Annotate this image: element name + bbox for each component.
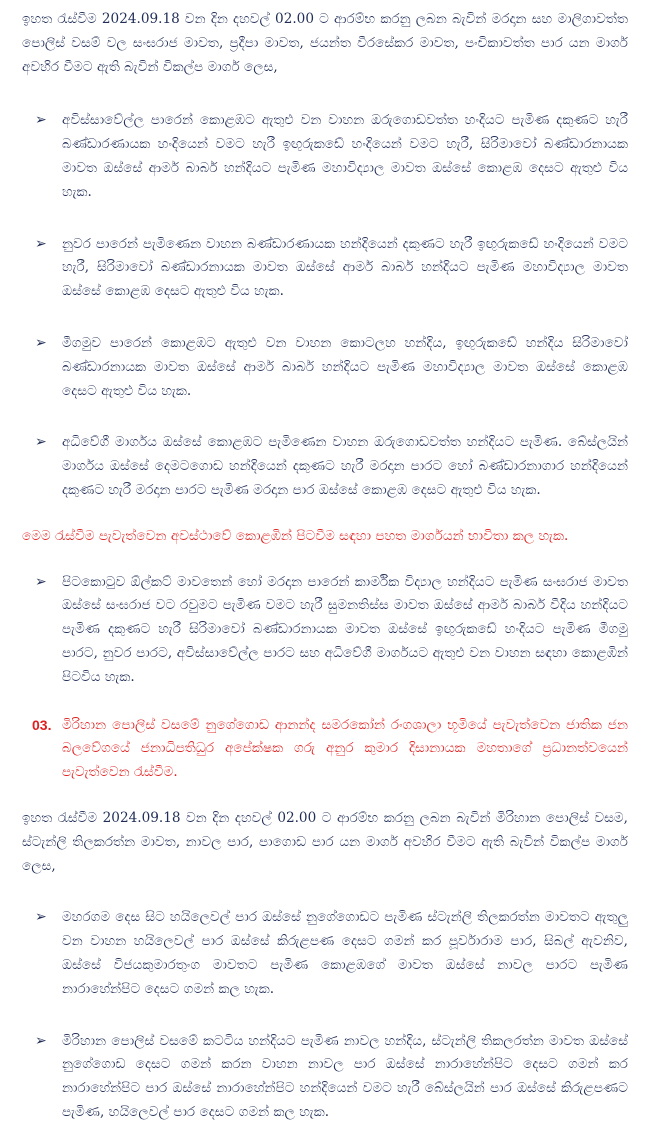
arrow-bullet-icon: ➢: [35, 573, 47, 590]
section-heading-03: [22, 714, 628, 785]
arrow-bullet-icon: ➢: [35, 235, 47, 252]
section-number: 03.: [32, 716, 52, 733]
list-item-text: මිරිහාන පොලිස් වසමේ කටටිය හන්දියට පැමිණ නාවල හන්දිය, ස්ටැන්ලි තිකලරත්න මාවත ඔස්සේ නුගේගොඩ දෙසට ගමන් කරන වාහන නාවල පාර ඔස්සේ නාරාහේන්පිට දෙසට ගමන් කර නාරාහේන්පිට පාර ඔස්සේ නාරාහේන්පිට හන්දියෙන් වමට හැරී බේස්ලයින් පාර ඔස්සේ කිරුළපණට පැමිණ, හයිලෙවල් පාර දෙසට ගමන් කල හැක.: [62, 1032, 628, 1120]
arrow-bullet-icon: ➢: [35, 434, 47, 451]
exit-routes-note: මෙම රැස්වීම පැවැත්වෙන අවස්ථාවේ කොළඹින් පිටවීම සඳහා පහත මාර්ගයන් භාවිතා කල හැක.: [22, 527, 569, 544]
list-item: [22, 332, 628, 403]
list-item: [22, 571, 628, 690]
arrow-bullet-icon: ➢: [35, 1032, 47, 1049]
list-item-text: අධිවේගී මාර්ගය ඔස්සේ කොළඹට පැමිණෙන වාහන ඔරුගොඩවත්ත හන්දියට පැමිණ. බේස්ලයින් මාර්ගය ඔස්සේ දෙමටගොඩ හන්දියෙන් දකුණට හැරී මරදාන පාරට හෝ බණ්ඩාරනාගාර හන්දියෙන් දකුණට හැරී මරදාන පාරට පැමිණ මරදාන පාර ඔස්සේ කොළඹ දෙසට ඇතුළු විය හැක.: [62, 434, 628, 498]
arrow-bullet-icon: ➢: [35, 334, 47, 351]
section-title: මිරිහාන පොලිස් වසමේ නුගේගොඩ ආනන්ද සමරකෝන් රංගශාලා භූමියේ පැවැත්වෙන ජාතික ජන බලවේගයේ ජනාධිපතිධුර අපේක්ෂක ගරු අනුර කුමාර දිසානායක මහතාගේ ප්‍රධානත්වයෙන් පැවැත්වෙන රැස්වීම.: [62, 716, 628, 781]
list-item: [22, 906, 628, 1001]
intro-paragraph-1: ඉහත රැස්වීම 2024.09.18 වන දින දහවල් 02.00 ට ආරම්භ කරනු ලබන බැවින් මරදාන සහ මාලිගාවත්ත පොලිස් වසම් වල සංඝරාජ මාවත, ප්‍රදීපා මාවත, ජයන්ත වීරසේකර මාවත, පංචිකාවත්ත පාර යන මාර්ග අවහිර වීමට ඇති බැවින් විකල්ප මාර්ග ලෙස,: [22, 11, 628, 75]
list-item-text: පිටකොටුව ඕල්කට් මාවතෙන් හෝ මරදාන පාරෙන් කාර්මික විද්‍යාල හන්දියට පැමිණ සංඝරාජ මාවත ඔස්සේ සංඝරාජ වට රවුමට පැමිණ වමට හැරී සුමනතිස්ස මාවත ඔස්සේ ආමර් බාබර් වීදිය හන්දියට පැමිණ දකුණට හැරී සිරිමාවෝ බණ්ඩාරනායක මාවත ඔස්සේ ඉඟුරුකඩේ හංදියට පැමිණ මීගමු පාරට, නුවර පාරට, අවිස්සාවේල්ල පාරට සහ අධිවේගී මාර්ගයට ඇතුළු වන වාහන සඳහා කොළඹින් පිටවිය හැක.: [62, 573, 628, 685]
list-item: [22, 1030, 628, 1125]
list-item-text: නුවර පාරෙන් පැමිණෙන වාහන බණ්ඩාරණායක හන්දියෙන් දකුණට හැරී ඉඟුරුකඩේ හංදියෙන් වමට හැරී, සිරිමාවෝ බණ්ඩාරනායක මාවත ඔස්සේ ආමර් බාබර් හන්දියට පැමිණ මහාවිද්‍යාල මාවත ඔස්සේ කොළඹ දෙසට ඇතුළු විය හැක.: [62, 235, 628, 300]
arrow-bullet-icon: ➢: [35, 112, 47, 129]
list-item-text: මීගමුව පාරෙන් කොළඹට ඇතුළු වන වාහන කොටලහ හන්දිය, ඉඟුරුකඩේ හන්දිය සිරිමාවෝ බණ්ඩාරනායක මාවත ඔස්සේ ආමර් බාබර් හන්දියට පැමිණ මහාවිද්‍යාල මාවත ඔස්සේ කොළඹ දෙසට ඇතුළු විය හැක.: [62, 334, 628, 399]
list-item-text: අවිස්සාවේල්ල පාරෙන් කොළඹට ඇතුළු වන වාහන ඔරුගොඩවත්ත හංදියට පැමිණ දකුණට හැරී බණ්ඩාරණායක හංදියෙන් වමට හැරී ඉඟුරුකඩේ හංදියෙන් වමට හැරී, සිරිමාවෝ බණ්ඩාරනායක මාවත ඔස්සේ ආමර් බාබර් හන්දියට පැමිණ මහාවිද්‍යාල මාවත ඔස්සේ කොළඹ දෙසට ඇතුළු විය හැක.: [62, 112, 628, 200]
intro-paragraph-2: ඉහත රැස්වීම 2024.09.18 වන දින දහවල් 02.00 ට ආරම්භ කරනු ලබන බැවින් මිරිහාන පොලිස් වසම, ස්ටැන්ලි තිලකරත්න මාවත, නාවල පාර, පාගොඩ පාර යන මාර්ග අවහිර වීමට ඇති බැවින් විකල්ප මාර්ග ලෙස,: [22, 809, 628, 874]
arrow-bullet-icon: ➢: [35, 909, 47, 926]
list-item: [22, 431, 628, 502]
list-item: [22, 233, 628, 304]
list-item-text: මහරගම දෙස සිට හයිලෙවල් පාර ඔස්සේ නුගේගොඩට පැමිණ ස්ටැන්ලි තිලකරත්න මාවතට ඇතුලු වන වාහන හයිලෙවල් පාර ඔස්සේ කිරුළපණ දෙසට ගමන් කර පූර්වාරාම පාර, සිබල් ඇවනිව, ඔස්සේ විජයකුමාරතුංග මාවතට පැමිණ කොළඹගේ මාවත ඔස්සේ නාවල පාරට පැමිණ නාරාහේන්පිට දෙසට ගමන් කල හැක.: [62, 909, 628, 997]
list-item: [22, 109, 628, 204]
